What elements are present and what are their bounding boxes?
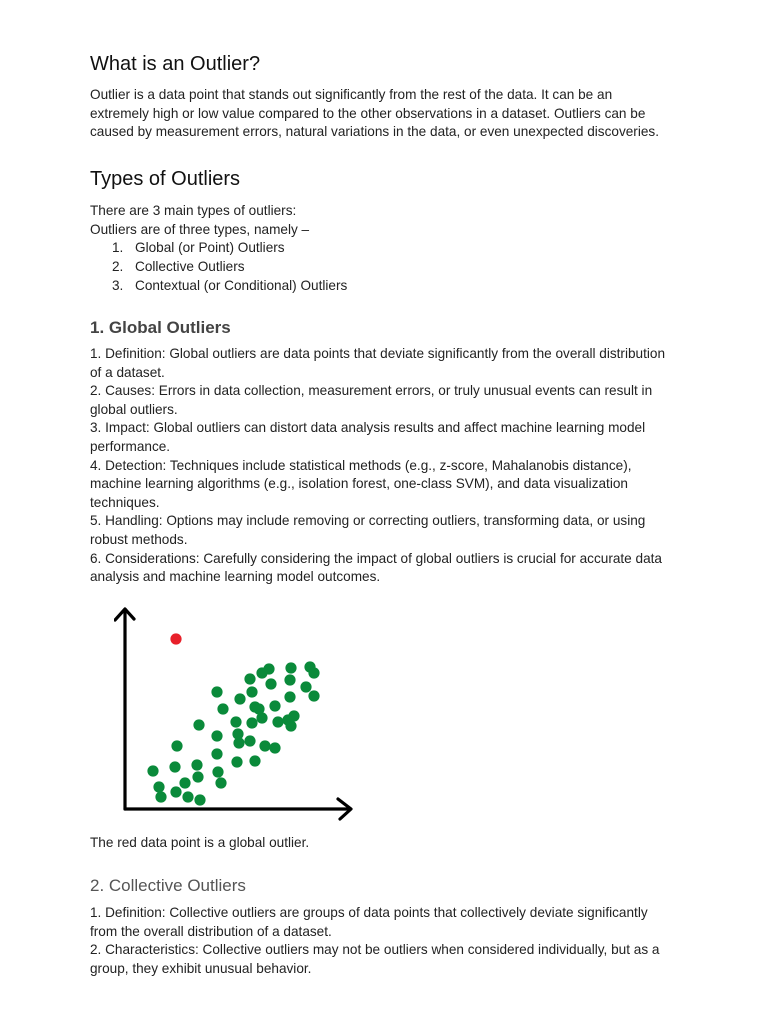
text-line: global outliers.	[90, 401, 178, 417]
caption-text: The red data point is a global outlier.	[90, 835, 310, 850]
types-intro	[90, 202, 680, 239]
data-point	[244, 673, 255, 684]
data-point	[272, 716, 283, 727]
data-points	[147, 633, 319, 805]
text-line: 1. Definition: Collective outliers are groups of data points that collectively deviate significantly	[90, 905, 648, 920]
heading-global-outliers: 1. Global Outliers	[90, 318, 231, 337]
text-line: 1. Definition: Global outliers are data points that deviate significantly from the overall distribution	[90, 346, 666, 361]
data-point	[308, 667, 319, 678]
text-line: performance.	[90, 438, 171, 454]
data-point	[179, 777, 190, 788]
data-point	[191, 759, 202, 770]
data-point	[265, 678, 276, 689]
list-label: Collective Outliers	[135, 259, 245, 274]
data-point	[192, 771, 203, 782]
global-outliers-paragraph	[90, 345, 680, 587]
data-point	[246, 717, 257, 728]
heading-types-of-outliers: Types of Outliers	[90, 168, 241, 190]
data-point	[153, 781, 164, 792]
data-point	[212, 766, 223, 777]
text-line: group, they exhibit unusual behavior.	[90, 960, 312, 976]
list-item	[90, 276, 347, 295]
data-point	[169, 761, 180, 772]
data-point	[230, 716, 241, 727]
heading-collective-outliers: 2. Collective Outliers	[90, 876, 246, 895]
text-line: robust methods.	[90, 531, 188, 547]
data-point	[285, 720, 296, 731]
outlier-point	[170, 633, 181, 644]
text-line: 6. Considerations: Carefully considering the impact of global outliers is crucial for accurate data	[90, 550, 662, 566]
data-point	[269, 700, 280, 711]
text-line: extremely high or low value compared to the other observations in a dataset. Outliers can be	[90, 105, 646, 121]
list-label: Contextual (or Conditional) Outliers	[135, 278, 348, 293]
data-point	[259, 740, 270, 751]
data-point	[232, 728, 243, 739]
scatter-svg	[114, 600, 364, 825]
text-line: 4. Detection: Techniques include statistical methods (e.g., z-score, Mahalanobis distance),	[90, 457, 632, 473]
list-label: Global (or Point) Outliers	[135, 240, 285, 255]
data-point	[246, 686, 257, 697]
data-point	[171, 740, 182, 751]
text-line: caused by measurement errors, natural variations in the data, or even unexpected discoveries.	[90, 124, 659, 140]
data-point	[170, 786, 181, 797]
data-point	[217, 703, 228, 714]
text-line: Outliers are of three types, namely –	[90, 221, 310, 237]
data-point	[211, 730, 222, 741]
text-line: machine learning algorithms (e.g., isolation forest, one-class SVM), and data visualization	[90, 476, 628, 492]
data-point	[285, 662, 296, 673]
text-line: from the overall distribution of a dataset.	[90, 923, 332, 939]
text-line: 2. Characteristics: Collective outliers may not be outliers when considered individually, but as a	[90, 942, 660, 958]
outlier-definition-paragraph	[90, 86, 680, 142]
data-point	[211, 748, 222, 759]
list-item	[90, 257, 347, 276]
text-line: There are 3 main types of outliers:	[90, 203, 297, 218]
data-point	[263, 663, 274, 674]
list-number: 1.	[112, 240, 124, 255]
text-line: of a dataset.	[90, 364, 165, 380]
text-line: analysis and machine learning model outcomes.	[90, 569, 381, 585]
text-line: techniques.	[90, 494, 160, 510]
data-point	[194, 794, 205, 805]
data-point	[231, 756, 242, 767]
data-point	[193, 719, 204, 730]
data-point	[155, 791, 166, 802]
data-point	[269, 742, 280, 753]
list-number: 3.	[112, 278, 124, 293]
text-line: 5. Handling: Options may include removing or correcting outliers, transforming data, or using	[90, 513, 646, 529]
text-line: 2. Causes: Errors in data collection, measurement errors, or truly unusual events can result in	[90, 383, 653, 399]
data-point	[288, 710, 299, 721]
list-item	[90, 238, 347, 257]
types-list	[90, 238, 347, 295]
data-point	[234, 693, 245, 704]
data-point	[300, 681, 311, 692]
data-point	[244, 735, 255, 746]
figure-caption	[90, 834, 680, 853]
data-point	[249, 755, 260, 766]
outlier-scatter-plot	[114, 600, 364, 830]
heading-what-is-outlier: What is an Outlier?	[90, 53, 261, 75]
data-point	[211, 686, 222, 697]
data-point	[147, 765, 158, 776]
data-point	[284, 691, 295, 702]
data-point	[308, 690, 319, 701]
list-number: 2.	[112, 259, 124, 274]
collective-outliers-paragraph	[90, 904, 680, 978]
text-line: 3. Impact: Global outliers can distort data analysis results and affect machine learning model	[90, 420, 646, 436]
data-point	[284, 674, 295, 685]
data-point	[182, 791, 193, 802]
data-point	[215, 777, 226, 788]
text-line: Outlier is a data point that stands out significantly from the rest of the data. It can be an	[90, 87, 613, 102]
data-point	[249, 701, 260, 712]
